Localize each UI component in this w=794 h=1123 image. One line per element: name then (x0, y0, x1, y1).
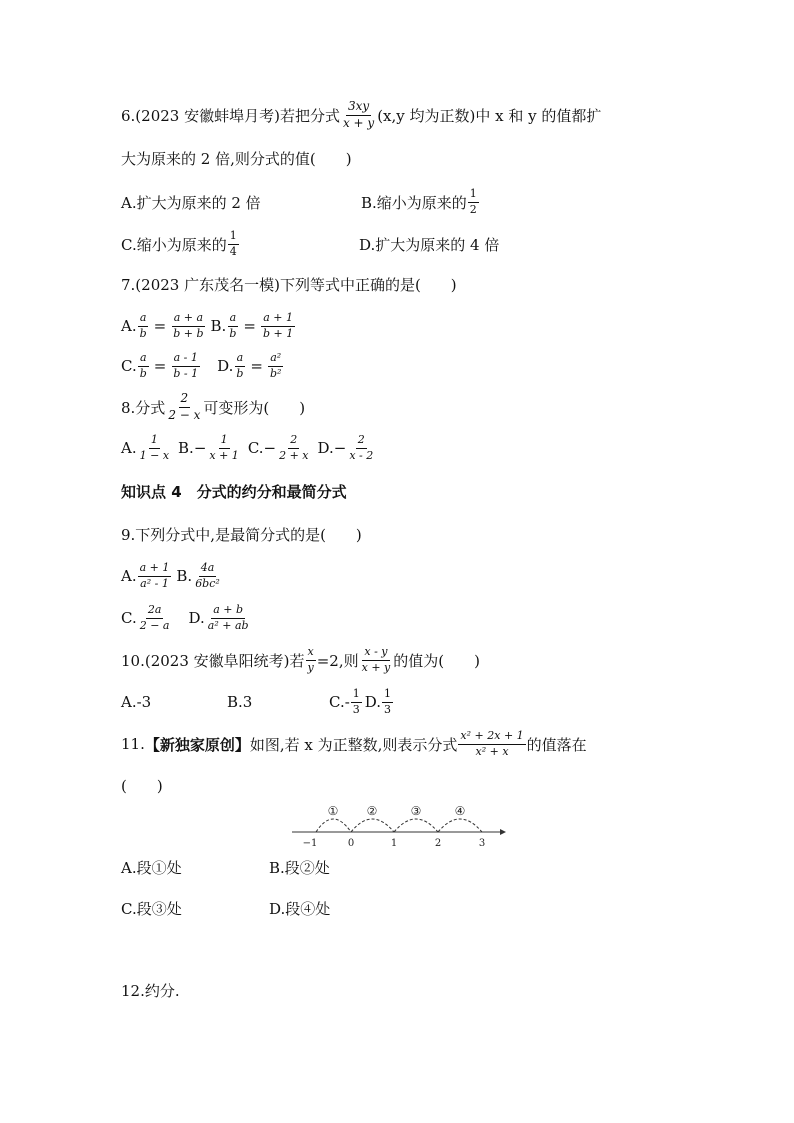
q7-b-eq: = (243, 317, 256, 336)
q9-option-a[interactable] (121, 562, 172, 590)
q7-a-rden: b + b (173, 326, 204, 340)
q11-frac-num: x² + 2x + 1 (458, 730, 525, 745)
q8-stem (121, 392, 305, 423)
q8-b-num: 1 (219, 434, 230, 449)
q8-option-d-label: D.− (317, 439, 347, 458)
q9-option-a-label: A. (121, 567, 137, 586)
number-line-figure (288, 800, 508, 852)
q6-stem-line2: 大为原来的 2 倍,则分式的值( ) (121, 150, 352, 168)
q9-b-num: 4a (199, 562, 217, 577)
q6-option-b-num: 1 (468, 188, 479, 203)
q9-options-row1 (121, 562, 223, 590)
q7-option-c-label: C. (121, 357, 137, 376)
q8-option-c[interactable] (248, 434, 312, 462)
q6-fraction (341, 100, 376, 131)
arc-segment-4 (438, 819, 482, 832)
q7-d-rden: b² (269, 366, 282, 380)
tick-label-1: 1 (390, 838, 398, 849)
q8-a-den: 1 − x (139, 448, 170, 462)
q6-option-c[interactable] (121, 230, 359, 258)
section-heading: 知识点 4 分式的约分和最简分式 (121, 483, 347, 501)
q8-option-a-label: A. (121, 439, 137, 458)
q10-expr-den: x + y (361, 660, 391, 674)
tick-label-0: 0 (347, 838, 355, 849)
q11-stem-post: 的值落在 (526, 735, 587, 754)
q7-c-rnum: a - 1 (172, 352, 200, 367)
q10-stem (121, 646, 480, 674)
q7-option-d[interactable] (217, 352, 284, 380)
q9-d-num: a + b (211, 604, 245, 619)
q7-a-eq: = (153, 317, 167, 336)
q7-b-rden: b + 1 (262, 326, 294, 340)
q10-option-a[interactable]: A.-3 (121, 693, 152, 712)
q10-c-den: 3 (352, 702, 360, 716)
segment-label-4: ④ (454, 804, 466, 818)
q11-option-b[interactable]: B.段②处 (269, 859, 330, 877)
q10-option-d-label: D. (364, 693, 382, 712)
q9-a-den: a² - 1 (140, 576, 169, 590)
q11-number: 11. (121, 735, 145, 754)
q9-option-c-label: C. (121, 609, 137, 628)
q8-options (121, 434, 376, 462)
q6-stem-pre: 6.(2023 安徽蚌埠月考)若把分式 (121, 106, 340, 125)
q6-line1 (121, 100, 601, 131)
q8-option-a[interactable] (121, 434, 172, 462)
q11-frac-den: x² + x (475, 744, 509, 758)
q9-stem (121, 524, 362, 545)
q7-stem-text: 7.(2023 广东茂名一模)下列等式中正确的是( ) (121, 276, 457, 294)
q7-d-lnum: a (235, 352, 246, 367)
segment-label-1: ① (327, 804, 339, 818)
q8-a-num: 1 (149, 434, 160, 449)
q7-option-c[interactable] (121, 352, 201, 380)
q7-c-eq: = (153, 357, 167, 376)
q12-stem-text: 12.约分. (121, 982, 180, 1000)
tick-label-2: 2 (434, 838, 442, 849)
q9-a-num: a + 1 (138, 562, 172, 577)
q6-frac-den: x + y (342, 115, 375, 130)
q10-option-c-label: C.- (329, 693, 350, 712)
q7-stem (121, 274, 457, 295)
segment-label-3: ③ (410, 804, 422, 818)
q6-option-b-text: B.缩小为原来的 (361, 193, 467, 212)
arc-segment-2 (351, 819, 394, 832)
q9-option-d-label: D. (188, 609, 205, 628)
q7-option-a-label: A. (121, 317, 137, 336)
q8-d-num: 2 (356, 434, 367, 449)
q8-c-den: 2 + x (279, 448, 309, 462)
q8-option-b-label: B.− (178, 439, 207, 458)
q9-option-c[interactable] (121, 604, 173, 632)
q10-cond-den: y (307, 660, 314, 674)
q9-c-den: 2 − a (139, 618, 170, 632)
q6-option-a[interactable]: A.扩大为原来的 2 倍 (121, 193, 261, 212)
number-line-arcs (316, 819, 482, 832)
q9-b-den: 6bc² (195, 576, 220, 590)
q6-option-b-den: 2 (469, 202, 477, 216)
q10-c-num: 1 (351, 688, 362, 703)
q11-option-d[interactable]: D.段④处 (269, 900, 331, 918)
q9-option-d[interactable] (189, 604, 252, 632)
q7-b-rnum: a + 1 (261, 312, 295, 327)
q12-stem (121, 980, 180, 1001)
q8-option-d[interactable] (318, 434, 377, 462)
q10-option-d[interactable] (365, 688, 394, 716)
q9-c-num: 2a (146, 604, 164, 619)
q10-expr-num: x - y (362, 646, 389, 661)
q7-a-lden: b (139, 326, 147, 340)
q10-option-c[interactable] (329, 688, 363, 716)
q10-stem-pre: 10.(2023 安徽阜阳统考)若 (121, 651, 305, 670)
q8-stem-pre: 8.分式 (121, 398, 166, 417)
q10-option-b[interactable]: B.3 (227, 693, 253, 712)
q9-options-row2 (121, 604, 252, 632)
q7-b-lden: b (229, 326, 237, 340)
q8-frac-num: 2 (179, 392, 191, 408)
q11-tag: 【新独家原创】 (144, 735, 250, 754)
q7-options-row2 (121, 352, 284, 380)
arc-segment-1 (316, 819, 351, 832)
q8-option-b[interactable] (178, 434, 242, 462)
q8-frac-den: 2 − x (168, 407, 201, 422)
q7-d-rnum: a² (268, 352, 283, 367)
q6-option-b-fraction (468, 188, 479, 216)
q6-option-c-fraction (228, 230, 239, 258)
q6-option-b[interactable] (361, 188, 480, 216)
q10-stem-post: 的值为( ) (393, 651, 480, 670)
segment-label-2: ② (366, 804, 378, 818)
q11-options-row2 (121, 898, 330, 919)
q7-option-d-label: D. (217, 357, 234, 376)
q7-d-eq: = (250, 357, 263, 376)
tick-label-neg1: −1 (302, 838, 318, 849)
q7-option-b-label: B. (210, 317, 227, 336)
q9-option-b[interactable] (176, 562, 222, 590)
q8-c-num: 2 (288, 434, 299, 449)
q6-options-row1 (121, 188, 480, 216)
q6-frac-num: 3xy (346, 100, 371, 116)
q7-a-rnum: a + a (172, 312, 205, 327)
number-line-arrow (500, 829, 506, 835)
q8-stem-post: 可变形为( ) (203, 398, 306, 417)
q9-d-den: a² + ab (207, 618, 249, 632)
tick-label-3: 3 (478, 838, 486, 849)
q6-option-d[interactable]: D.扩大为原来的 4 倍 (359, 235, 500, 254)
q11-option-c[interactable]: C.段③处 (121, 900, 182, 918)
q8-d-den: x - 2 (349, 448, 374, 462)
q9-stem-text: 9.下列分式中,是最简分式的是( ) (121, 526, 362, 544)
q11-answer-paren: ( ) (121, 777, 163, 795)
q11-option-a[interactable]: A.段①处 (121, 859, 182, 877)
q10-cond-num: x (306, 646, 316, 661)
q9-option-b-label: B. (176, 567, 193, 586)
q7-d-lden: b (236, 366, 244, 380)
q7-option-b[interactable] (211, 312, 297, 340)
q8-option-c-label: C.− (247, 439, 277, 458)
q7-c-lden: b (139, 366, 147, 380)
q6-options-row2 (121, 230, 499, 258)
q11-stem (121, 730, 587, 758)
q10-d-num: 1 (382, 688, 393, 703)
q11-options-row1 (121, 857, 330, 878)
q6-line2 (121, 148, 352, 169)
q7-options-row1 (121, 312, 296, 340)
q11-stem-line2 (121, 775, 163, 796)
q7-b-lnum: a (228, 312, 239, 327)
q6-option-c-den: 4 (229, 244, 237, 258)
q10-d-den: 3 (384, 702, 392, 716)
q7-c-rden: b - 1 (173, 366, 199, 380)
q11-stem-pre: 如图,若 x 为正整数,则表示分式 (249, 735, 458, 754)
q7-c-lnum: a (138, 352, 149, 367)
q7-option-a[interactable] (121, 312, 207, 340)
arc-segment-3 (394, 819, 438, 832)
q10-stem-mid: =2,则 (316, 651, 359, 670)
q6-option-c-text: C.缩小为原来的 (121, 235, 227, 254)
q6-option-c-num: 1 (228, 230, 239, 245)
q10-options (121, 688, 394, 716)
q6-stem-post: (x,y 均为正数)中 x 和 y 的值都扩 (377, 106, 602, 125)
q7-a-lnum: a (138, 312, 149, 327)
q8-b-den: x + 1 (209, 448, 239, 462)
